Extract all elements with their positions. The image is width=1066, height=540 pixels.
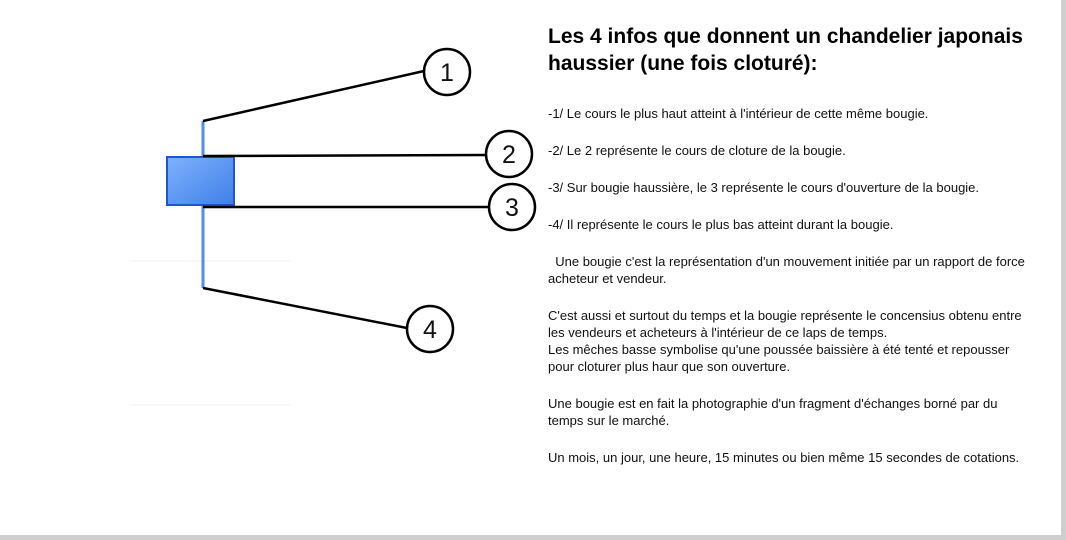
candle-body [167,157,234,205]
callout-3 [489,184,535,230]
leader-line-2 [203,155,486,156]
callout-4-label: 4 [423,316,437,344]
callout-2-label: 2 [502,141,516,169]
leader-line-4 [203,288,407,328]
info-item-2: -2/ Le 2 représente le cours de cloture de la bougie. [548,143,846,159]
callout-3-label: 3 [505,194,519,222]
callout-1 [424,49,470,95]
callout-4 [407,306,453,352]
explanation-panel [548,24,1028,466]
paragraph-rapport-de-force: Une bougie c'est la représentation d'un mouvement initiée par un rapport de force acheteur et vendeur. [548,254,1029,287]
paragraph-meches-line: Les mêches basse symbolise qu'une poussée baissière à été tenté et repousser pour cloturer plus haur que son ouverture. [548,342,1010,375]
info-item-1: -1/ Le cours le plus haut atteint à l'intérieur de cette même bougie. [548,106,929,122]
callout-1-label: 1 [440,59,454,87]
leader-line-1 [203,71,424,121]
info-item-4: -4/ Il représente le cours le plus bas atteint durant la bougie. [548,217,894,233]
callout-2 [486,131,532,177]
window-border-right [1061,0,1066,540]
page-title: Les 4 infos que donnent un chandelier japonais haussier (une fois cloturé): [548,25,1023,75]
info-list [548,105,1028,233]
paragraph-photographie: Une bougie est en fait la photographie d'un fragment d'échanges borné par du temps sur le marché. [548,396,998,429]
info-item-3: -3/ Sur bougie haussière, le 3 représente le cours d'ouverture de la bougie. [548,180,980,196]
paragraph-consensus-line: C'est aussi et surtout du temps et la bougie représente le concensius obtenu entre les vendeurs et acheteurs à l'intérieur de ce laps de temps. [548,308,1022,341]
paragraph-unites-de-temps: Un mois, un jour, une heure, 15 minutes ou bien même 15 secondes de cotations. [548,450,1020,466]
paragraph-temps-consensus [548,307,1028,375]
